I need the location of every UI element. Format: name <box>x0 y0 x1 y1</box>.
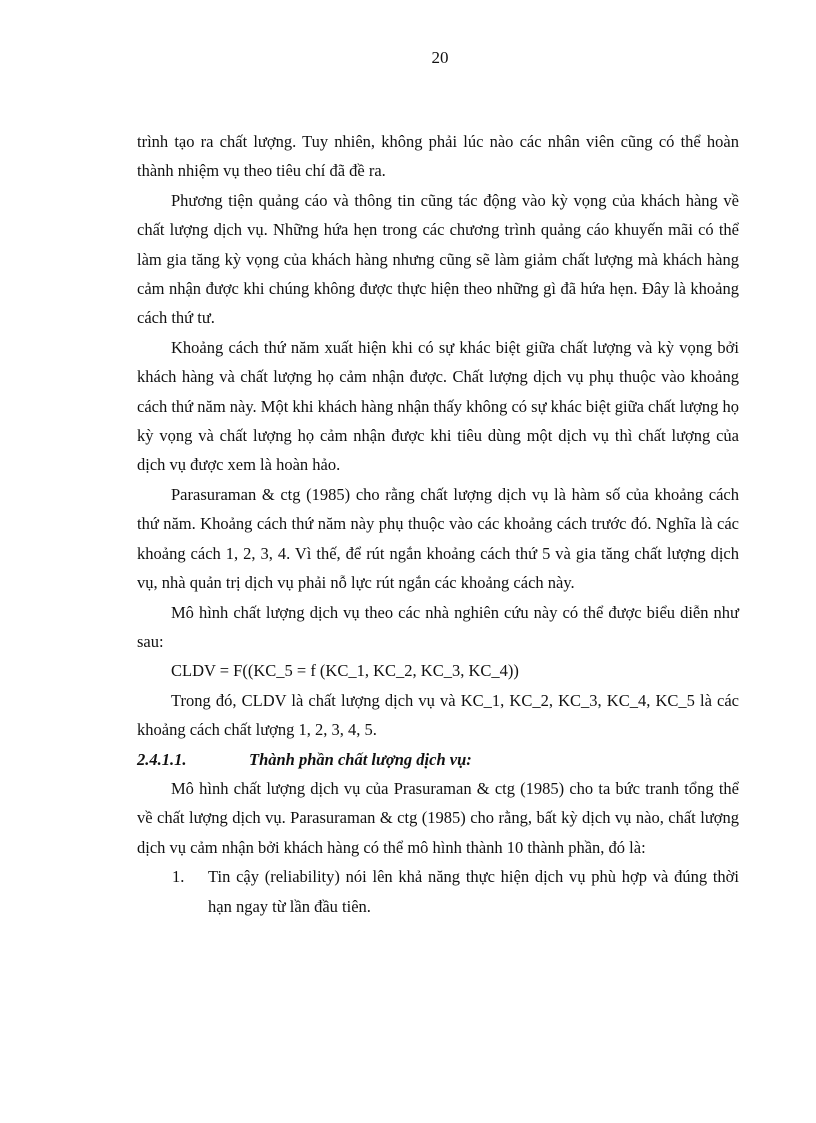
paragraph-formula-explanation: Trong đó, CLDV là chất lượng dịch vụ và KC_1, KC_2, KC_3, KC_4, KC_5 là các khoảng cách chất lượng 1, 2, 3, 4, 5. <box>137 690 739 740</box>
paragraph-components-intro: Mô hình chất lượng dịch vụ của Prasuraman & ctg (1985) cho ta bức tranh tổng thể về chất lượng dịch vụ. Parasuraman & ctg (1985) cho rằng, bất kỳ dịch vụ nào, chất lượng dịch vụ cảm nhận bởi khách hàng có thể mô hình thành 10 thành phần, đó là: <box>137 778 739 857</box>
section-heading-number: 2.4.1.1. <box>137 749 187 769</box>
formula: CLDV = F((KC_5 = f (KC_1, KC_2, KC_3, KC_4)) <box>171 661 519 681</box>
page-number: 20 <box>431 48 449 67</box>
paragraph-advertising: Phương tiện quảng cáo và thông tin cũng tác động vào kỳ vọng của khách hàng về chất lượng dịch vụ. Những hứa hẹn trong các chương trình quảng cáo khuyến mãi có thể làm gia tăng kỳ vọng của khách hàng nhưng cũng sẽ làm giảm chất lượng mà khách hàng cảm nhận được khi chúng không được thực hiện theo những gì đã hứa hẹn. Đây là khoảng cách thứ tư. <box>137 190 739 328</box>
paragraph-parasuraman: Parasuraman & ctg (1985) cho rằng chất lượng dịch vụ là hàm số của khoảng cách thứ năm. Khoảng cách thứ năm này phụ thuộc vào các khoảng cách trước đó. Nghĩa là các khoảng cách 1, 2, 3, 4. Vì thế, để rút ngắn khoảng cách thứ 5 và gia tăng chất lượng dịch vụ, nhà quản trị dịch vụ phải nỗ lực rút ngắn các khoảng cách này. <box>137 484 739 593</box>
paragraph-fifth-gap: Khoảng cách thứ năm xuất hiện khi có sự khác biệt giữa chất lượng và kỳ vọng bởi khách hàng và chất lượng họ cảm nhận được. Chất lượng dịch vụ phụ thuộc vào khoảng cách thứ năm này. Một khi khách hàng nhận thấy không có sự khác biệt giữa chất lượng họ kỳ vọng và chất lượng họ cảm nhận được khi tiêu dùng một dịch vụ thì chất lượng của dịch vụ được xem là hoàn hảo. <box>137 337 739 475</box>
section-heading-title: Thành phần chất lượng dịch vụ: <box>249 749 472 769</box>
list-item-marker: 1. <box>172 867 185 887</box>
document-body <box>137 127 739 921</box>
paragraph-continuation: trình tạo ra chất lượng. Tuy nhiên, không phải lúc nào các nhân viên cũng có thể hoàn thành nhiệm vụ theo tiêu chí đã đề ra. <box>137 132 739 181</box>
list-item <box>137 862 739 921</box>
paragraph-model-intro: Mô hình chất lượng dịch vụ theo các nhà nghiên cứu này có thể được biểu diễn như sau: <box>137 602 739 651</box>
section-heading <box>137 745 739 774</box>
list-item-text: Tin cậy (reliability) nói lên khả năng thực hiện dịch vụ phù hợp và đúng thời hạn ngay từ lần đầu tiên. <box>208 867 739 916</box>
